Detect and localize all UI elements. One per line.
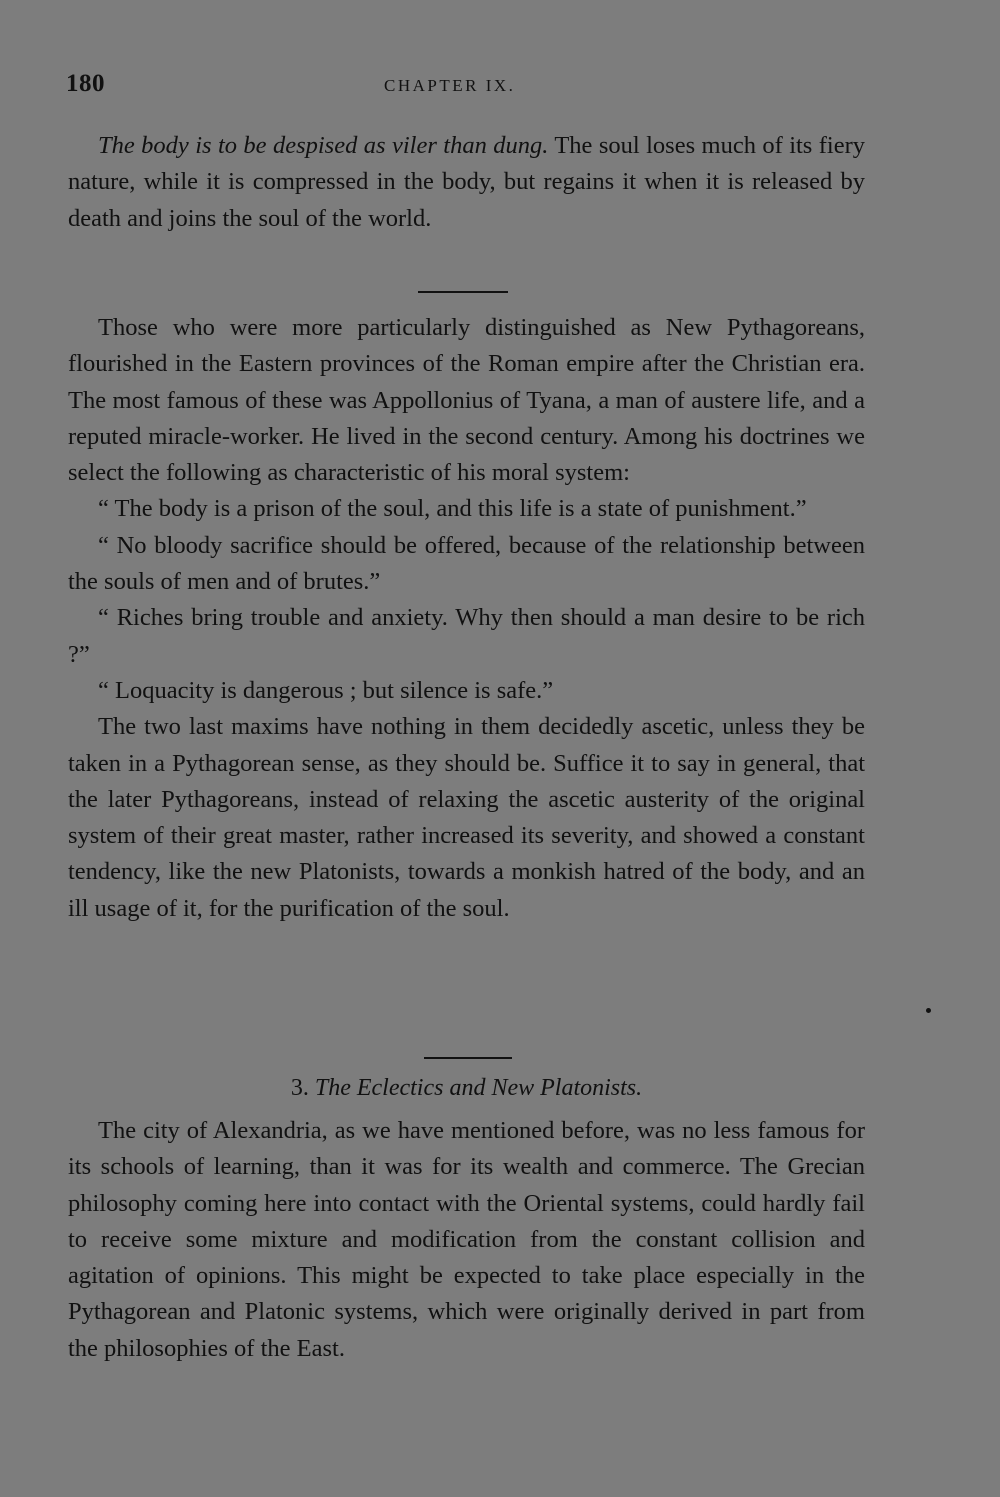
section-heading bbox=[68, 1075, 865, 1102]
section-title: The Eclectics and New Platonists. bbox=[314, 1075, 643, 1101]
quote-riches: “ Riches bring trouble and anxiety. Why then should a man desire to be rich ?” bbox=[68, 604, 865, 668]
section-divider bbox=[424, 1057, 512, 1059]
ink-speck bbox=[926, 1008, 931, 1013]
quote-body-prison: “ The body is a prison of the soul, and this life is a state of punishment.” bbox=[98, 495, 807, 523]
paragraph-soul-of-world bbox=[68, 128, 865, 237]
quote-loquacity: “ Loquacity is dangerous ; but silence is safe.” bbox=[98, 676, 554, 704]
quote-bloody-sacrifice: “ No bloody sacrifice should be offered, because of the relationship between the souls of men and of brutes.” bbox=[68, 531, 865, 596]
running-head: CHAPTER IX. bbox=[384, 76, 516, 95]
page-header bbox=[66, 70, 866, 104]
section-divider bbox=[418, 291, 508, 293]
paragraph-new-pythagoreans: Those who were more particularly distinguished as New Pythagoreans, flourished in the Eastern provinces of the Roman empire after the Christian era. The most famous of these was Appollonius of Tyana, a man of austere life, and a reputed miracle-worker. He lived in the second century. Among his doctrines we select the following as characteristic of his moral system: bbox=[68, 314, 865, 487]
paragraph-two-last-maxims: The two last maxims have nothing in them decidedly ascetic, unless they be taken in a Pythagorean sense, as they should be. Suffice it to say in general, that the later Pythagoreans, instead of relaxing the ascetic austerity of the original system of their great master, rather increased its severity, and showed a constant tendency, like the new Platonists, towards a monkish hatred of the body, and an ill usage of it, for the purification of the soul. bbox=[68, 713, 865, 922]
body-text-alexandria bbox=[68, 1113, 865, 1367]
paragraph-alexandria: The city of Alexandria, as we have mentioned before, was no less famous for its schools of learning, than it was for its wealth and commerce. The Grecian philosophy coming here into contact with the Oriental systems, could hardly fail to receive some mixture and modification from the constant collision and agitation of opinions. This might be expected to take place especially in the Pythagorean and Platonic systems, which were originally derived in part from the philosophies of the East. bbox=[68, 1117, 865, 1362]
italic-maxim: The body is to be despised as viler than dung. bbox=[98, 132, 549, 159]
section-number: 3. bbox=[290, 1075, 309, 1101]
body-text-pythagoreans bbox=[68, 310, 865, 927]
page-number: 180 bbox=[66, 70, 105, 97]
paragraph-text: The soul loses much of its fiery nature, while it is compressed in the body, but regains it when it is released by death and joins the soul of the world. bbox=[68, 132, 865, 232]
